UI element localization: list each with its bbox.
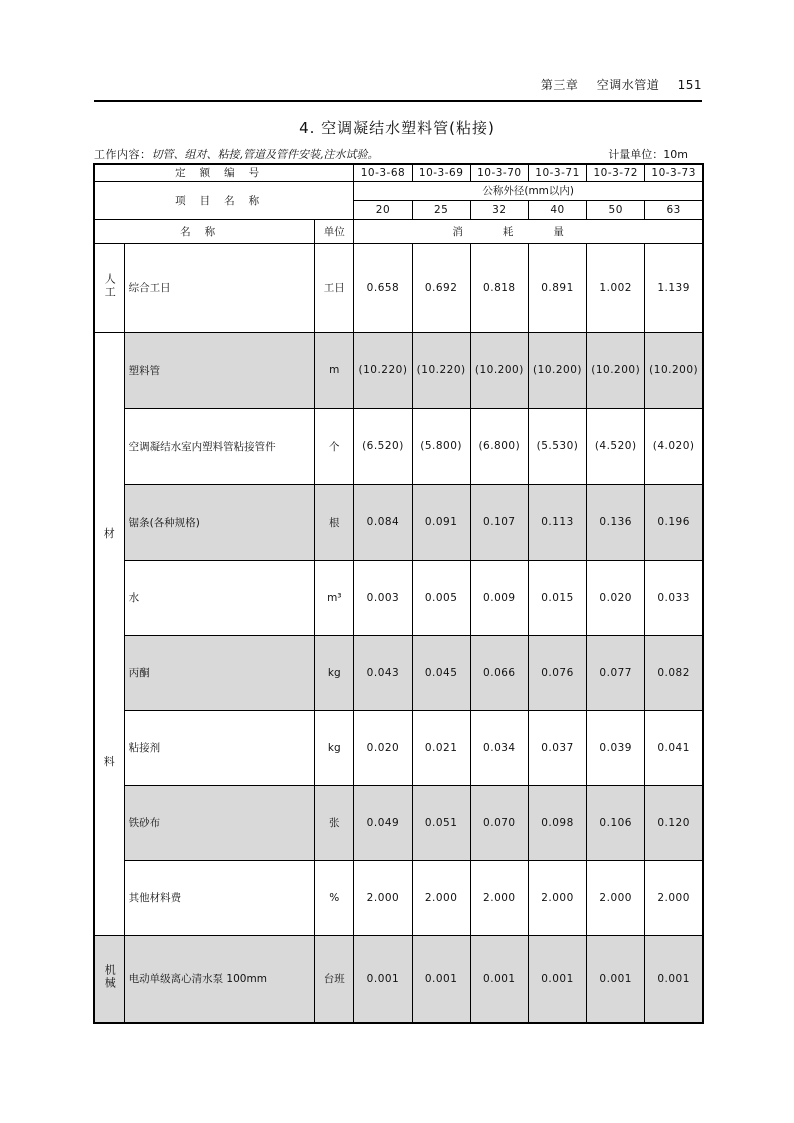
consumption-value: 0.037 bbox=[528, 710, 586, 785]
consumption-value: (10.200) bbox=[587, 332, 645, 408]
consumption-value: 0.076 bbox=[528, 635, 586, 710]
consumption-value: (10.200) bbox=[528, 332, 586, 408]
consumption-value: 0.113 bbox=[528, 484, 586, 560]
work-content-text: 切管、组对、粘接,管道及管件安装,注水试验。 bbox=[151, 148, 379, 161]
consumption-value: 2.000 bbox=[470, 860, 528, 935]
page-number: 151 bbox=[677, 78, 702, 92]
table-row bbox=[94, 635, 703, 710]
consumption-value: 0.001 bbox=[645, 935, 703, 1023]
table-row bbox=[94, 243, 703, 332]
resource-unit: m³ bbox=[315, 560, 354, 635]
consumption-value: 0.120 bbox=[645, 785, 703, 860]
consumption-value: (5.530) bbox=[528, 408, 586, 484]
consumption-value: 2.000 bbox=[645, 860, 703, 935]
pipe-size: 40 bbox=[528, 200, 586, 219]
quota-table bbox=[93, 163, 704, 1024]
consumption-value: 0.106 bbox=[587, 785, 645, 860]
category-material bbox=[94, 332, 124, 935]
consumption-value: (6.800) bbox=[470, 408, 528, 484]
quota-label: 定额编号 bbox=[94, 164, 354, 181]
consumption-value: (10.200) bbox=[470, 332, 528, 408]
pipe-size: 25 bbox=[412, 200, 470, 219]
quota-code: 10-3-69 bbox=[412, 164, 470, 181]
resource-name: 锯条(各种规格) bbox=[124, 484, 315, 560]
page-title: 4. 空调凝结水塑料管(粘接) bbox=[299, 119, 495, 137]
resource-name: 粘接剂 bbox=[124, 710, 315, 785]
consumption-value: 0.001 bbox=[470, 935, 528, 1023]
resource-name: 综合工日 bbox=[124, 243, 315, 332]
consumption-value: 0.070 bbox=[470, 785, 528, 860]
category-material-label-top: 材 bbox=[103, 526, 115, 540]
running-header bbox=[527, 76, 702, 93]
consumption-value: 2.000 bbox=[587, 860, 645, 935]
category-machine bbox=[94, 935, 124, 1023]
header-rule bbox=[94, 100, 702, 102]
consumption-value: 0.091 bbox=[412, 484, 470, 560]
consumption-value: (4.520) bbox=[587, 408, 645, 484]
table-row bbox=[94, 935, 703, 1023]
chapter-label: 第三章 bbox=[540, 78, 579, 92]
resource-unit: 工日 bbox=[315, 243, 354, 332]
resource-name: 铁砂布 bbox=[124, 785, 315, 860]
item-name-label: 项目名称 bbox=[94, 181, 354, 219]
consumption-value: 0.043 bbox=[354, 635, 412, 710]
consumption-value: 0.009 bbox=[470, 560, 528, 635]
consumption-value: 0.084 bbox=[354, 484, 412, 560]
consumption-value: 0.001 bbox=[528, 935, 586, 1023]
category-machine-label: 机械 bbox=[103, 964, 117, 991]
work-content bbox=[94, 146, 379, 162]
consumption-value: 0.658 bbox=[354, 243, 412, 332]
consumption-value: 0.692 bbox=[412, 243, 470, 332]
table-row bbox=[94, 560, 703, 635]
consumption-value: 0.107 bbox=[470, 484, 528, 560]
section-label: 空调水管道 bbox=[596, 78, 660, 92]
resource-name: 空调凝结水室内塑料管粘接管件 bbox=[124, 408, 315, 484]
consumption-value: 0.021 bbox=[412, 710, 470, 785]
consumption-value: 0.039 bbox=[587, 710, 645, 785]
consumption-value: (4.020) bbox=[645, 408, 703, 484]
resource-unit: 根 bbox=[315, 484, 354, 560]
pipe-size: 32 bbox=[470, 200, 528, 219]
consumption-value: 0.082 bbox=[645, 635, 703, 710]
consumption-value: 0.003 bbox=[354, 560, 412, 635]
table-row bbox=[94, 484, 703, 560]
quota-code: 10-3-72 bbox=[587, 164, 645, 181]
resource-name: 丙酮 bbox=[124, 635, 315, 710]
consumption-value: 1.002 bbox=[587, 243, 645, 332]
consumption-value: 0.066 bbox=[470, 635, 528, 710]
pipe-size: 50 bbox=[587, 200, 645, 219]
consumption-value: 0.891 bbox=[528, 243, 586, 332]
quota-code: 10-3-71 bbox=[528, 164, 586, 181]
unit-column-header: 单位 bbox=[315, 219, 354, 243]
consumption-value: 0.005 bbox=[412, 560, 470, 635]
resource-name: 电动单级离心清水泵 100mm bbox=[124, 935, 315, 1023]
work-content-label: 工作内容： bbox=[94, 148, 152, 161]
consumption-value: (10.220) bbox=[354, 332, 412, 408]
name-column-header: 名称 bbox=[94, 219, 315, 243]
consumption-value: 1.139 bbox=[645, 243, 703, 332]
consumption-value: 0.033 bbox=[645, 560, 703, 635]
category-labor bbox=[94, 243, 124, 332]
category-labor-label: 人工 bbox=[103, 273, 117, 299]
consumption-value: 2.000 bbox=[412, 860, 470, 935]
table-row bbox=[94, 332, 703, 408]
resource-unit: % bbox=[315, 860, 354, 935]
resource-unit: 台班 bbox=[315, 935, 354, 1023]
consumption-value: 0.001 bbox=[412, 935, 470, 1023]
consumption-value: 2.000 bbox=[528, 860, 586, 935]
consumption-value: 0.015 bbox=[528, 560, 586, 635]
resource-unit: 个 bbox=[315, 408, 354, 484]
consumption-value: 0.049 bbox=[354, 785, 412, 860]
consumption-value: (10.200) bbox=[645, 332, 703, 408]
consumption-value: 0.818 bbox=[470, 243, 528, 332]
spec-label: 公称外径(mm以内) bbox=[354, 181, 703, 200]
measure-unit: 计量单位：10m bbox=[608, 148, 688, 161]
pipe-size: 63 bbox=[645, 200, 703, 219]
consumption-value: 0.196 bbox=[645, 484, 703, 560]
resource-unit: m bbox=[315, 332, 354, 408]
consumption-value: 0.136 bbox=[587, 484, 645, 560]
resource-unit: 张 bbox=[315, 785, 354, 860]
pipe-size: 20 bbox=[354, 200, 412, 219]
quota-code: 10-3-68 bbox=[354, 164, 412, 181]
consumption-value: 0.001 bbox=[587, 935, 645, 1023]
table-row bbox=[94, 408, 703, 484]
consumption-header: 消耗量 bbox=[354, 219, 703, 243]
consumption-value: 0.077 bbox=[587, 635, 645, 710]
consumption-value: (10.220) bbox=[412, 332, 470, 408]
consumption-value: (5.800) bbox=[412, 408, 470, 484]
category-material-label-bottom: 料 bbox=[103, 754, 115, 768]
consumption-value: 0.020 bbox=[587, 560, 645, 635]
resource-name: 塑料管 bbox=[124, 332, 315, 408]
quota-code: 10-3-73 bbox=[645, 164, 703, 181]
table-row bbox=[94, 710, 703, 785]
consumption-value: 0.051 bbox=[412, 785, 470, 860]
consumption-value: 0.045 bbox=[412, 635, 470, 710]
consumption-value: 0.041 bbox=[645, 710, 703, 785]
resource-unit: kg bbox=[315, 710, 354, 785]
consumption-value: 2.000 bbox=[354, 860, 412, 935]
table-row bbox=[94, 785, 703, 860]
resource-name: 水 bbox=[124, 560, 315, 635]
consumption-value: 0.098 bbox=[528, 785, 586, 860]
consumption-value: 0.034 bbox=[470, 710, 528, 785]
table-row bbox=[94, 860, 703, 935]
quota-code: 10-3-70 bbox=[470, 164, 528, 181]
consumption-value: (6.520) bbox=[354, 408, 412, 484]
resource-unit: kg bbox=[315, 635, 354, 710]
consumption-value: 0.001 bbox=[354, 935, 412, 1023]
consumption-value: 0.020 bbox=[354, 710, 412, 785]
resource-name: 其他材料费 bbox=[124, 860, 315, 935]
